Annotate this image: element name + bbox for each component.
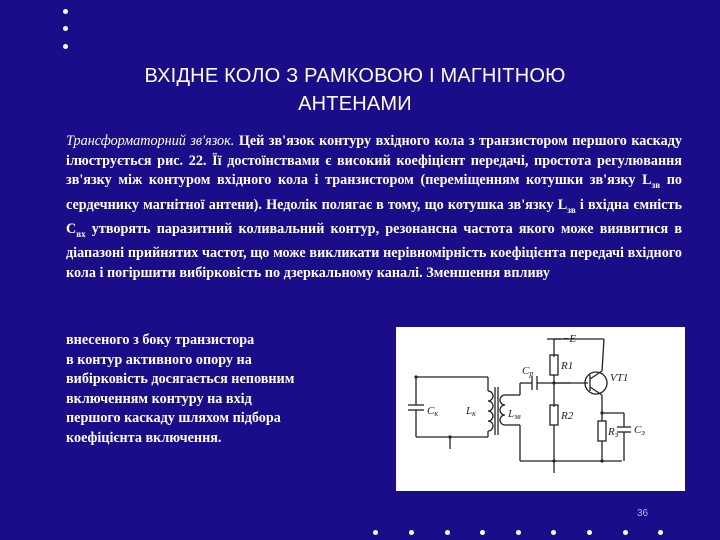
decor-dot	[409, 530, 414, 535]
label-lk: Lк	[466, 405, 476, 418]
decor-dot	[623, 530, 628, 535]
label-vt1: VT1	[610, 372, 629, 384]
decor-dot	[445, 530, 450, 535]
title-line-2: АНТЕНАМИ	[298, 93, 412, 115]
slide-title	[60, 62, 650, 118]
paragraph-part-4: утворять паразитний коливальний контур, резонансна частота якого може виявитися в діапазоні прийнятих частот, що може викликати нерівномірність коефіцієнта передачі вхідного кола і погіршити вибірковість по дзеркальному каналі. Зменшення впливу	[66, 221, 682, 282]
continuation-line: вибірковість досягається неповним	[66, 371, 295, 388]
continuation-line: включенням контуру на вхід	[66, 390, 252, 407]
continuation-line: першого каскаду шляхом підбора	[66, 410, 281, 427]
decor-dot	[63, 26, 68, 31]
decor-dot	[373, 530, 378, 535]
main-paragraph	[66, 132, 682, 284]
label-re: Rэ	[608, 426, 619, 439]
decor-dot	[480, 530, 485, 535]
title-line-1: ВХІДНЕ КОЛО З РАМКОВОЮ І МАГНІТНОЮ	[144, 65, 566, 87]
label-r2: R2	[561, 410, 574, 422]
decor-dot	[63, 44, 68, 49]
decor-dot	[63, 9, 68, 14]
paragraph-lead: Трансформаторний зв'язок.	[66, 133, 235, 149]
subscript-zv-2: зв	[567, 204, 576, 215]
continuation-line: коефіцієнта включення.	[66, 429, 222, 446]
paragraph-part-3: і вхідна ємність C	[66, 196, 683, 238]
label-ck: Cк	[427, 405, 439, 418]
label-supply: −E	[562, 333, 577, 345]
label-lzv: Lзв	[508, 408, 521, 421]
circuit-diagram	[396, 327, 685, 491]
label-cp: Cр	[522, 365, 534, 378]
label-ce: Cэ	[634, 424, 645, 437]
decor-dot	[516, 530, 521, 535]
paragraph-part-2: по сердечнику магнітної антени). Недолік полягає в тому, що котушка зв'язку L	[66, 172, 682, 213]
circuit-schematic	[396, 327, 685, 491]
subscript-vx: вх	[76, 228, 86, 239]
continuation-text	[66, 331, 386, 449]
continuation-line: внесеного з боку транзистора	[66, 332, 255, 348]
continuation-line: в контур активного опору на	[66, 351, 252, 368]
paragraph-part-1: Цей зв'язок контуру вхідного кола з транзистором першого каскаду ілюструється рис. 22. Її достоїнствами є високий коефіцієнт передачі, простота регулювання зв'язку між контуром вхідного кола і транзистором (переміщенням котушки зв'язку L	[66, 133, 683, 189]
decor-dot	[551, 530, 556, 535]
decor-dot	[658, 530, 663, 535]
page-number: 36	[637, 508, 649, 519]
subscript-zv-1: зв	[651, 180, 661, 191]
decor-dot	[587, 530, 592, 535]
label-r1: R1	[561, 360, 574, 372]
